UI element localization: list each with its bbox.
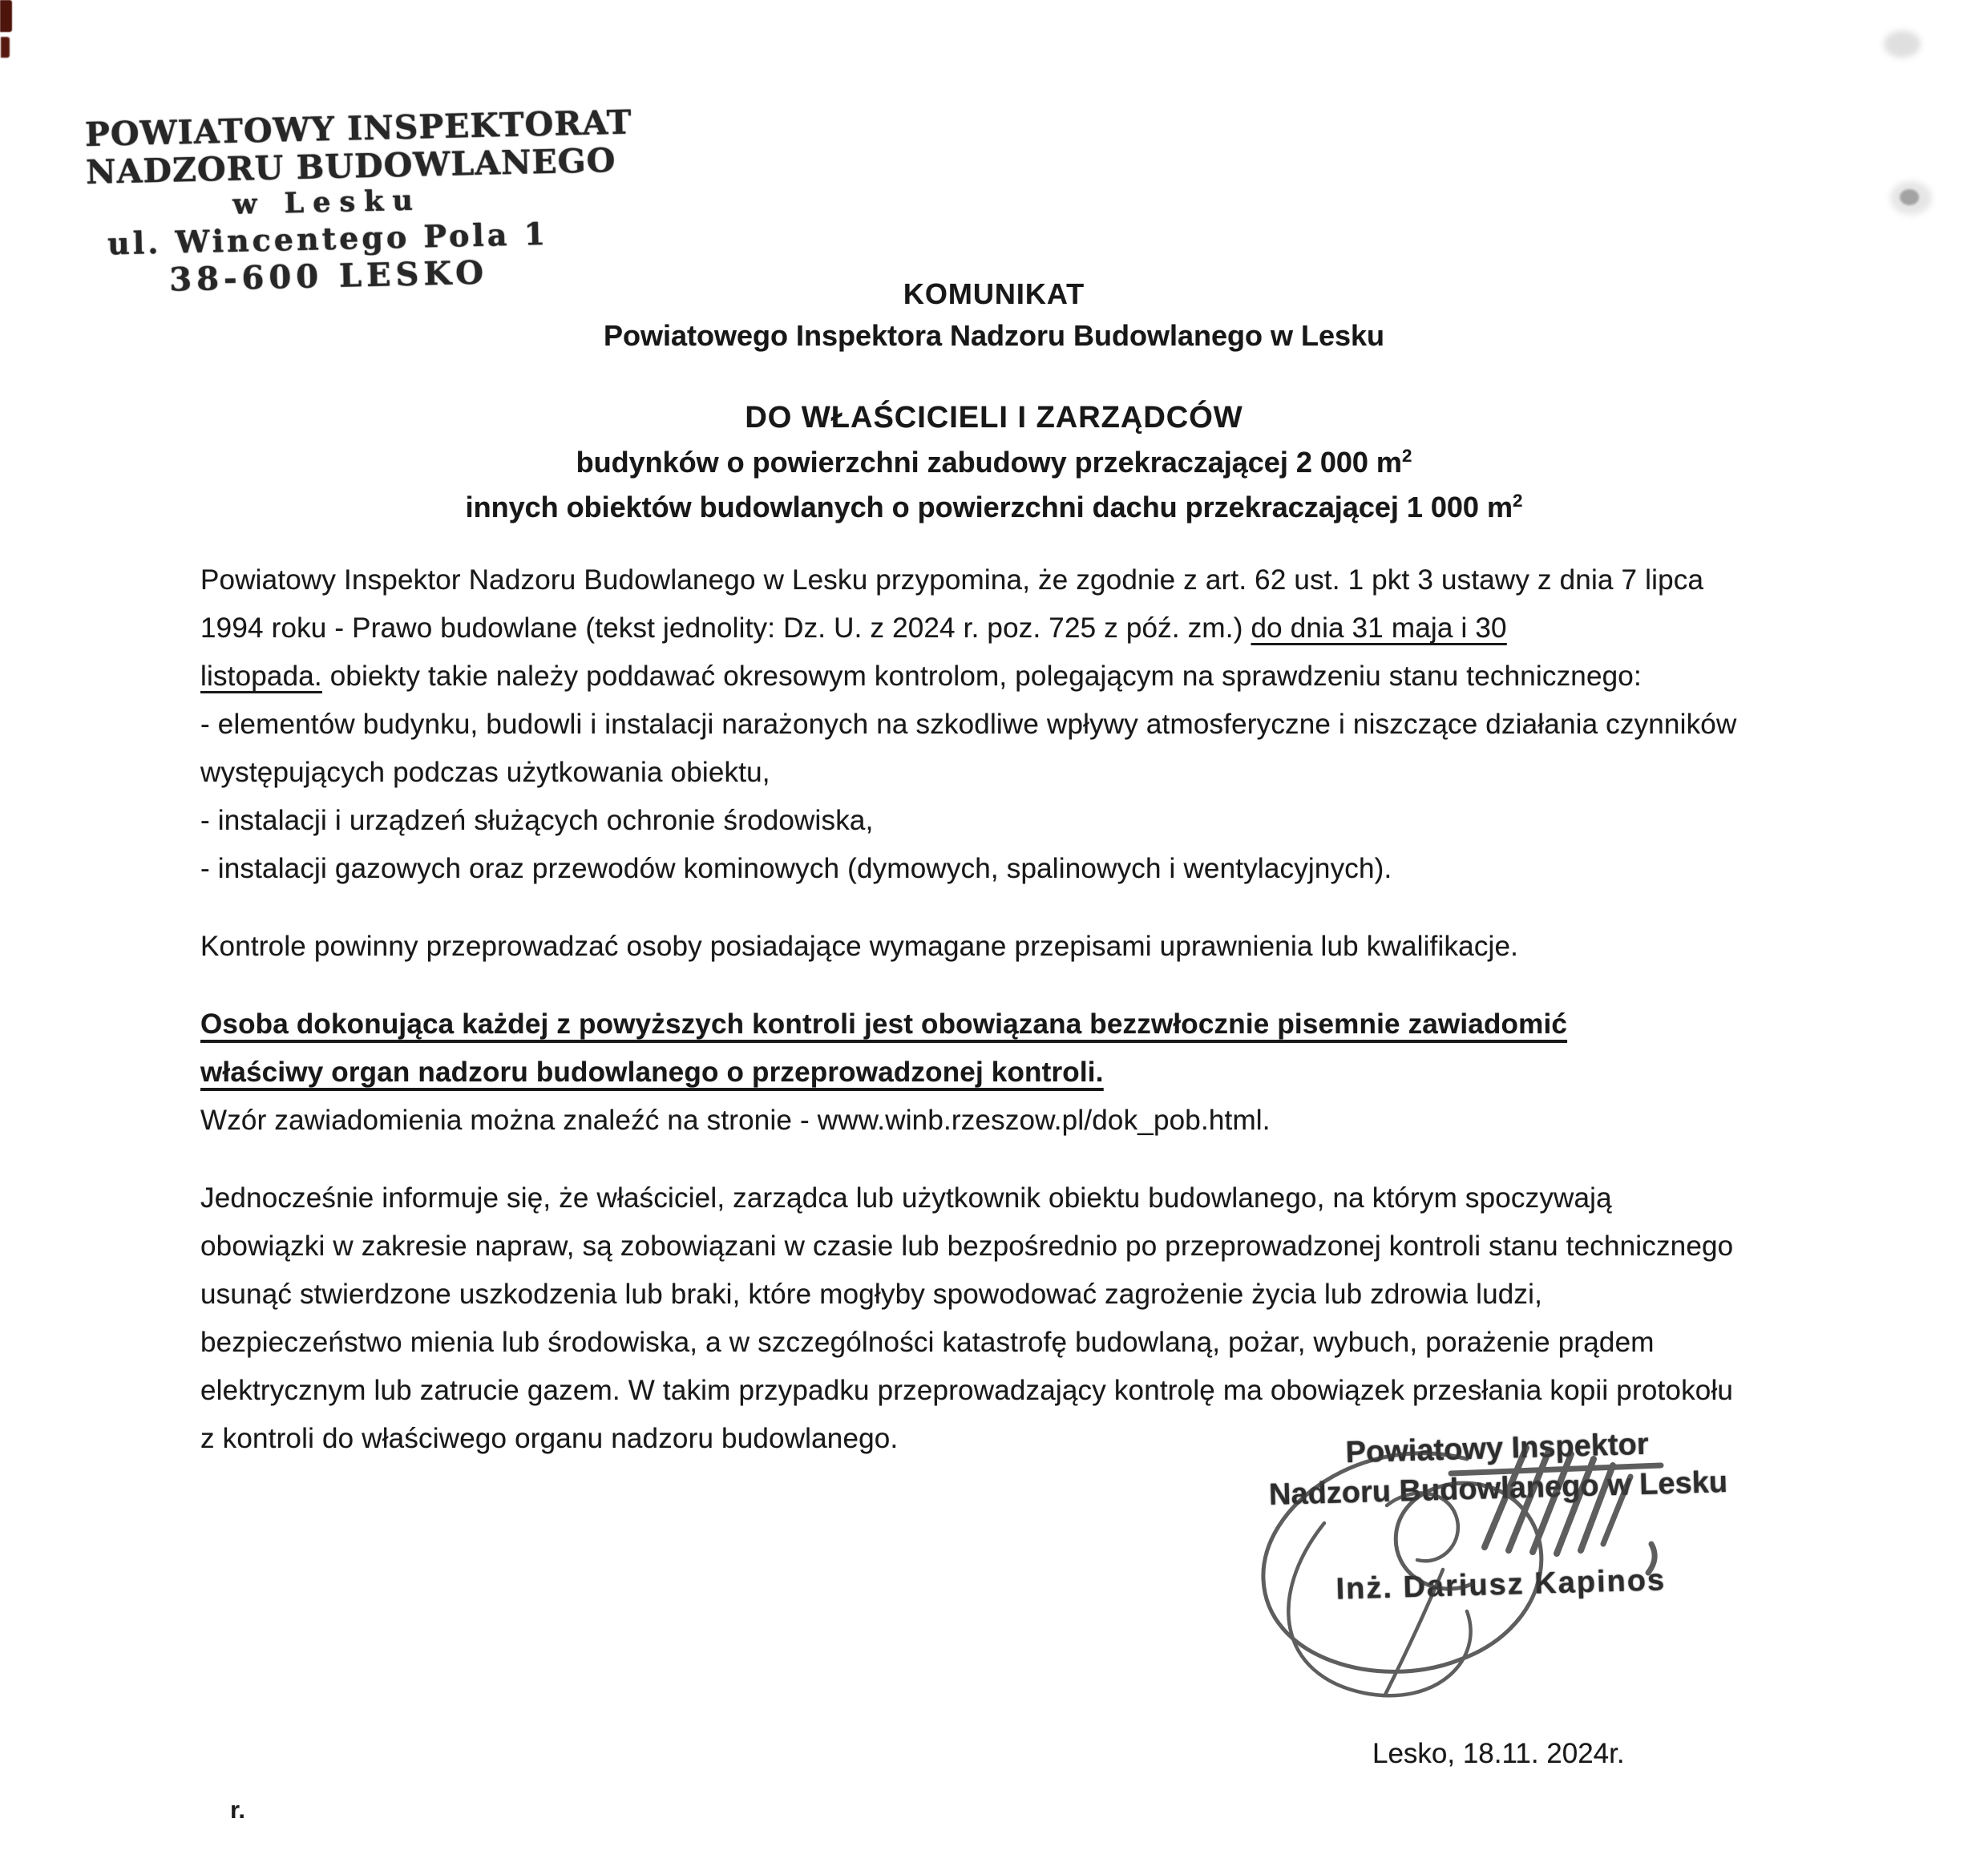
text-segment: z kontroli do właściwego organu nadzoru budowlanego. <box>200 1423 899 1454</box>
text-segment: - instalacji gazowych oraz przewodów kominowych (dymowych, spalinowych i wentylacyjnych). <box>200 853 1392 884</box>
text-segment: obiekty takie należy poddawać okresowym kontrolom, polegającym na sprawdzeniu stanu technicznego: <box>321 661 1642 692</box>
bold-underlined-text: właściwy organ nadzoru budowlanego o przeprowadzonej kontroli. <box>200 1057 1104 1088</box>
text-line <box>200 556 1900 604</box>
text-line <box>200 749 1900 797</box>
text-line <box>200 1049 1900 1097</box>
office-stamp <box>84 103 632 301</box>
office-stamp-line: NADZORU BUDOWLANEGO <box>85 140 616 192</box>
text-line <box>200 1097 1900 1145</box>
text-segment: Wzór zawiadomienia można znaleźć na stronie - www.winb.rzeszow.pl/dok_pob.html. <box>200 1105 1271 1136</box>
paragraph <box>200 1000 1900 1145</box>
underlined-text: listopada. <box>200 661 322 692</box>
text-line <box>200 923 1900 971</box>
text-segment: Powiatowy Inspektor Nadzoru Budowlanego w Lesku przypomina, że zgodnie z art. 62 ust. 1 pkt 3 ustawy z dnia 7 lipca <box>200 564 1704 596</box>
notice-title: KOMUNIKAT <box>903 277 1085 310</box>
office-stamp-line: 38-600 LESKO <box>168 253 489 299</box>
addressee-line2: budynków o powierzchni zabudowy przekraczającej 2 000 $m^2$ <box>576 446 1412 479</box>
paragraph <box>200 556 1900 893</box>
text-line <box>200 701 1900 749</box>
text-segment: - elementów budynku, budowli i instalacji narażonych na szkodliwe wpływy atmosferyczne i niszczące działania czynników <box>200 709 1737 740</box>
footer-mark: r. <box>230 1796 245 1824</box>
text-segment: - instalacji i urządzeń służących ochronie środowiska, <box>200 805 874 836</box>
scan-corner-mark <box>0 0 12 32</box>
text-segment: usunąć stwierdzone uszkodzenia lub braki, które mogłyby spowodować zagrożenie życia lub zdrowia ludzi, <box>200 1279 1543 1310</box>
text-line <box>200 797 1900 845</box>
text-line <box>200 1271 1900 1319</box>
text-segment: 1994 roku - Prawo budowlane (tekst jednolity: Dz. U. z 2024 r. poz. 725 z póź. zm.) <box>200 612 1251 644</box>
text-line <box>200 845 1900 893</box>
text-segment: elektrycznym lub zatrucie gazem. W takim przypadku przeprowadzający kontrolę ma obowiązek przesłania kopii protokołu <box>200 1375 1734 1406</box>
underlined-text: do dnia 31 maja i 30 <box>1251 612 1507 644</box>
office-stamp-line: w Lesku <box>232 184 422 221</box>
office-stamp-line: POWIATOWY INSPEKTORAT <box>84 103 632 154</box>
place-date-line: Lesko, 18.11. 2024r. <box>1372 1738 1625 1769</box>
text-line <box>200 1000 1900 1049</box>
text-line <box>200 653 1900 701</box>
text-line <box>200 1174 1900 1222</box>
text-segment: Jednocześnie informuje się, że właściciel, zarządca lub użytkownik obiektu budowlanego, na którym spoczywają <box>200 1182 1612 1214</box>
office-stamp-line: ul. Wincentego Pola 1 <box>107 215 549 262</box>
scan-corner-mark <box>1 37 10 58</box>
notice-subtitle: Powiatowego Inspektora Nadzoru Budowlanego w Lesku <box>603 319 1385 352</box>
body-text <box>200 556 1900 1493</box>
text-segment: Kontrole powinny przeprowadzać osoby posiadające wymagane przepisami uprawnienia lub kwalifikacje. <box>200 931 1519 962</box>
text-segment: bezpieczeństwo mienia lub środowiska, a w szczególności katastrofę budowlaną, pożar, wybuch, porażenie prądem <box>200 1327 1655 1358</box>
handwritten-signature <box>1202 1409 1812 1714</box>
text-line <box>200 1367 1900 1415</box>
scan-smudge <box>1900 189 1919 205</box>
addressee-heading: DO WŁAŚCICIELI I ZARZĄDCÓW <box>745 401 1243 434</box>
signatory-name: Inż. Dariusz Kapinos <box>1335 1563 1667 1606</box>
superscript-2: 2 <box>1512 491 1523 511</box>
text-line <box>200 1222 1900 1271</box>
text-line <box>200 1319 1900 1367</box>
addressee-line3: innych obiektów budowlanych o powierzchni dachu przekraczającej 1 000 $m^2$ <box>465 491 1523 523</box>
bold-underlined-text: Osoba dokonująca każdej z powyższych kontroli jest obowiązana bezzwłocznie pisemnie zawiadomić <box>200 1008 1568 1040</box>
superscript-2: 2 <box>1401 446 1412 466</box>
signature-stamp-line2: Nadzoru Budowlanego w Lesku <box>1268 1465 1728 1512</box>
paragraph <box>200 923 1900 971</box>
scan-smudge <box>1884 30 1921 58</box>
signature-stamp-line1: Powiatowy Inspektor <box>1345 1427 1650 1470</box>
text-segment: występujących podczas użytkowania obiektu, <box>200 757 770 788</box>
text-segment: obowiązki w zakresie napraw, są zobowiązani w czasie lub bezpośrednio po przeprowadzonej kontroli stanu technicznego <box>200 1231 1734 1262</box>
text-line <box>200 604 1900 653</box>
